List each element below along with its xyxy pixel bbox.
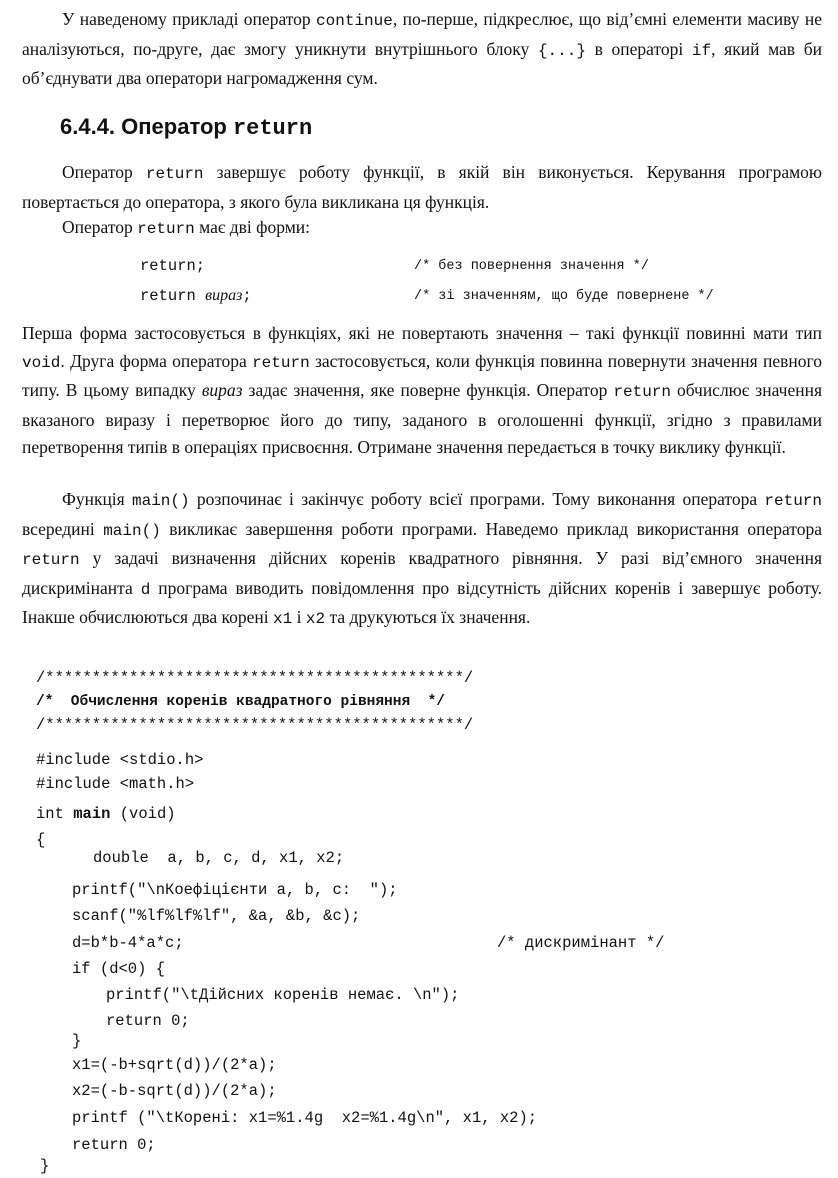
code-line-14: return 0; <box>106 1012 190 1030</box>
code-function-name: main <box>73 805 111 823</box>
form-2-expression: вираз <box>205 287 243 304</box>
code-line-11-comment: /* дискримінант */ <box>497 934 665 952</box>
text: програма виводить повідомлення про відсутність дійсних коренів і завершує роботу. Інакше обчислюються два корені <box>22 577 823 627</box>
italic-word: вираз <box>201 380 243 400</box>
paragraph-form-details <box>22 320 822 462</box>
code-word: {...} <box>537 41 586 60</box>
text: , по-перше, підкреслює, що від’ємні елементи масиву не аналізуються, по-друге, дає змогу уникнути внутрішнього блоку <box>22 9 822 59</box>
text: всередині <box>22 518 104 539</box>
text: Функція <box>62 489 132 509</box>
form-2-comment: /* зі значенням, що буде повернене */ <box>414 289 714 304</box>
text: обчислює значення вказаного виразу і перетворює його до типу, заданого в оголошенні функції, згідно з правилами перетворення типів в операціях присвоєння. Отримане значення передається в точку виклику функції. <box>22 380 822 457</box>
code-line-13: printf("\tДійсних коренів немає. \n"); <box>106 986 460 1004</box>
form-1-code: return; <box>140 257 206 275</box>
text: в операторі <box>585 38 692 59</box>
code-line-4: #include <stdio.h> <box>36 751 204 769</box>
code-line-8: double a, b, c, d, x1, x2; <box>93 849 345 867</box>
code-word: return <box>137 220 195 238</box>
text: Перша форма застосовується в функціях, які не повертають значення – такі функції повинні мати тип <box>22 323 822 343</box>
code-word: void <box>22 353 61 372</box>
code-line-2: /* Обчислення коренів квадратного рівняння */ <box>36 694 445 710</box>
code-line-5: #include <math.h> <box>36 775 195 793</box>
text: і <box>292 607 306 627</box>
text: викликає завершення роботи програми. Наведемо приклад використання оператора <box>160 518 822 539</box>
code-word: main() <box>103 521 161 540</box>
text: розпочинає і закінчує роботу всієї програми. Тому виконання оператора <box>189 489 765 509</box>
code-line-15: } <box>72 1032 82 1050</box>
code-keyword: int <box>36 805 74 823</box>
heading-keyword: return <box>232 116 313 141</box>
code-word: main() <box>132 492 190 510</box>
code-line-16: x1=(-b+sqrt(d))/(2*a); <box>72 1056 277 1074</box>
text: має дві форми: <box>194 217 311 237</box>
form-2-keyword: return <box>140 287 206 305</box>
code-line-10: scanf("%lf%lf%lf", &a, &b, &c); <box>72 907 361 925</box>
text: у задачі визначення дійсних коренів квадратного рівняння. У разі від’ємного значення дискримінанта <box>22 548 822 598</box>
form-2-code <box>140 287 252 305</box>
paragraph-main-example <box>22 486 822 634</box>
form-2-semicolon: ; <box>242 287 252 305</box>
code-word: return <box>252 353 310 372</box>
text: Оператор <box>62 162 146 182</box>
text: Оператор <box>62 217 138 237</box>
code-line-17: x2=(-b-sqrt(d))/(2*a); <box>72 1082 277 1100</box>
text: , який мав би об’єднувати два оператори нагромадження сум. <box>22 38 822 88</box>
code-line-20: } <box>40 1157 50 1175</box>
section-heading <box>60 114 312 141</box>
code-line-19: return 0; <box>72 1136 156 1154</box>
code-word: if <box>691 41 712 60</box>
code-word: return <box>764 492 822 510</box>
form-1-comment: /* без повернення значення */ <box>414 259 649 274</box>
code-line-18: printf ("\tКорені: x1=%1.4g x2=%1.4g\n", x1, x2); <box>72 1109 538 1127</box>
code-word: continue <box>316 12 393 30</box>
text: . Друга форма оператора <box>60 350 253 371</box>
code-word: return <box>145 165 204 183</box>
code-line-7: { <box>36 831 46 849</box>
text: завершує роботу функції, в якій він виконується. Керування програмою повертається до оператора, з якого була викликана ця функція. <box>22 162 822 212</box>
code-word: x2 <box>305 610 326 628</box>
code-line-9: printf("\nКоефіцієнти a, b, c: "); <box>72 881 398 899</box>
code-line-3: /*********************************************/ <box>36 716 474 734</box>
paragraph-forms <box>22 214 822 244</box>
code-line-6 <box>36 804 176 824</box>
code-word: x1 <box>273 610 293 628</box>
text: застосовується, коли функція повинна повернути значення певного типу. В цьому випадку <box>22 350 822 400</box>
code-word: return <box>613 383 671 401</box>
text: У наведеному прикладі оператор <box>62 9 317 29</box>
code-line-1: /*********************************************/ <box>36 669 474 687</box>
paragraph-return-intro <box>22 159 822 216</box>
paragraph-continue <box>22 6 822 93</box>
text: та друкуються їх значення. <box>325 607 531 627</box>
code-line-11: d=b*b-4*a*c; <box>72 934 184 952</box>
text: задає значення, яке поверне функція. Оператор <box>242 380 614 400</box>
code-line-12: if (d<0) { <box>72 960 166 978</box>
code-word: return <box>22 551 80 569</box>
heading-text: 6.4.4. Оператор <box>60 114 233 139</box>
code-params: (void) <box>110 805 176 823</box>
code-word: d <box>140 580 151 599</box>
